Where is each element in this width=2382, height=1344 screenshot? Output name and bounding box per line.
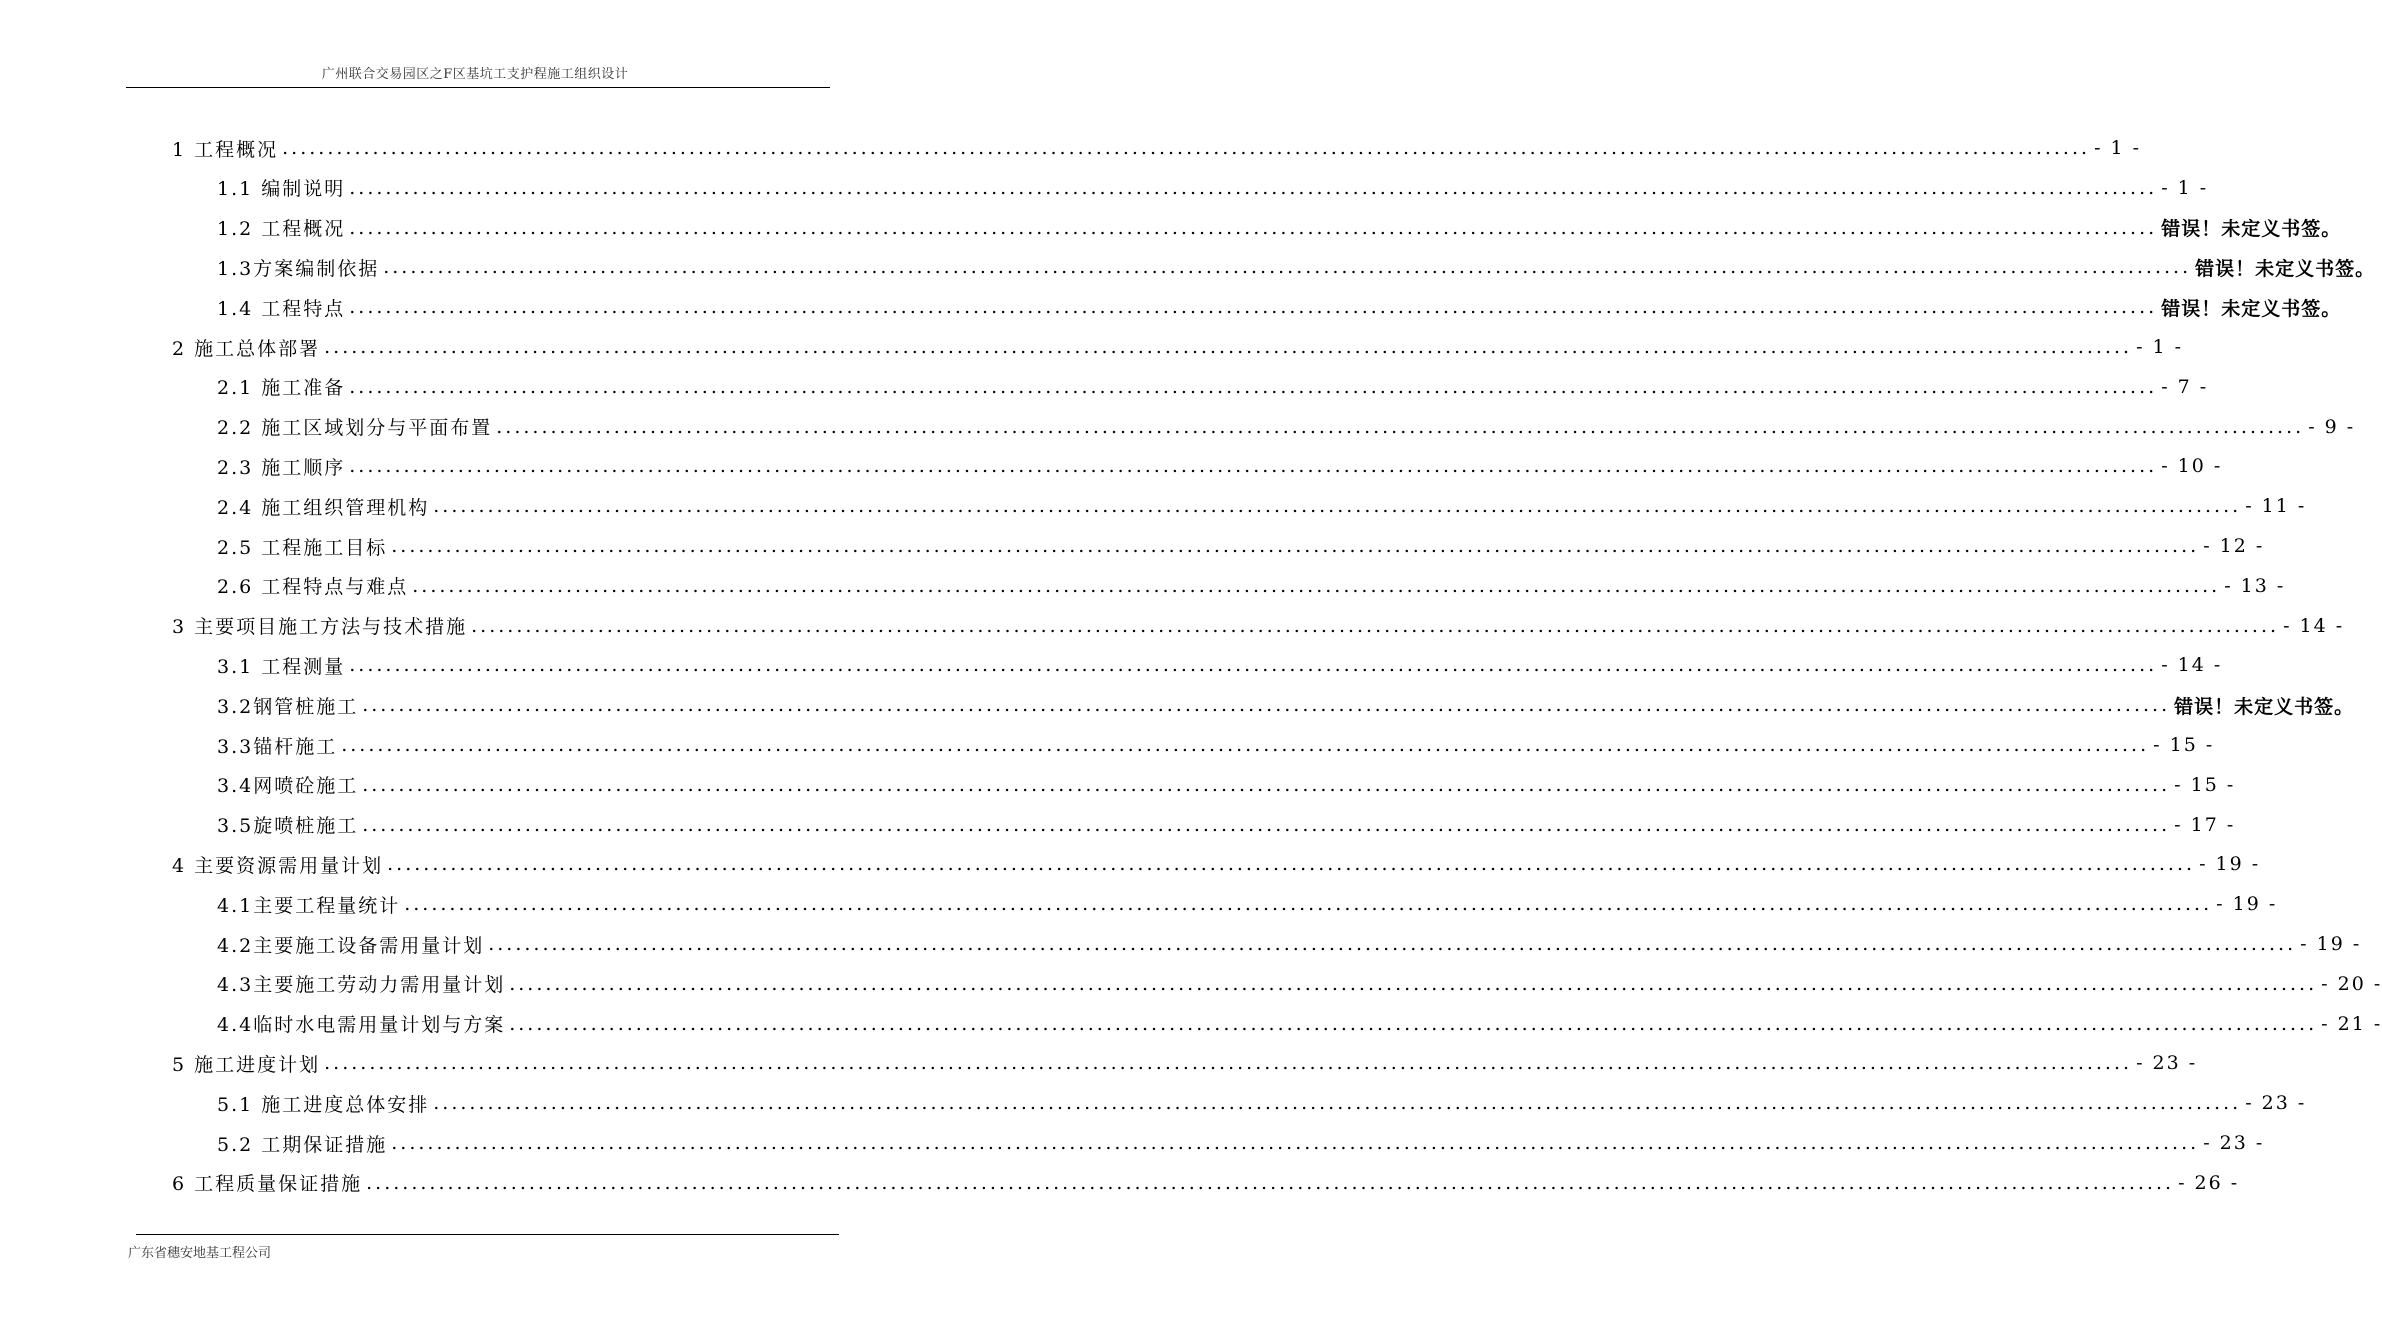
- toc-entry-label: 4.3主要施工劳动力需用量计划: [217, 974, 506, 997]
- toc-entry-page: - 1 -: [2136, 336, 2184, 358]
- toc-dot-leader: ........................................................................................................................................................................................................: [362, 813, 2171, 836]
- toc-dot-leader: ........................................................................................................................................................................................................: [349, 176, 2158, 199]
- toc-dot-leader: ........................................................................................................................................................................................................: [349, 455, 2158, 478]
- toc-entry-label: 3.3锚杆施工: [217, 735, 338, 758]
- toc-entry[interactable]: [217, 1083, 2307, 1123]
- toc-entry[interactable]: [217, 566, 2286, 606]
- toc-dot-leader: ........................................................................................................................................................................................................: [391, 1132, 2200, 1154]
- toc-dot-leader: ........................................................................................................................................................................................................: [349, 216, 2158, 239]
- toc-entry-label: 6 工程质量保证措施: [172, 1173, 363, 1196]
- toc-dot-leader: ........................................................................................................................................................................................................: [471, 614, 2280, 637]
- toc-entry[interactable]: [217, 685, 2355, 725]
- toc-dot-leader: ........................................................................................................................................................................................................: [366, 1171, 2175, 1194]
- toc-dot-leader: ........................................................................................................................................................................................................: [282, 137, 2091, 159]
- toc-dot-leader: ........................................................................................................................................................................................................: [509, 972, 2318, 995]
- toc-entry[interactable]: [217, 964, 2382, 1004]
- toc-entry-label: 5.1 施工进度总体安排: [217, 1093, 430, 1116]
- toc-entry[interactable]: [217, 446, 2223, 486]
- toc-entry[interactable]: [217, 805, 2236, 845]
- toc-entry-page: - 13 -: [2224, 574, 2286, 597]
- header-divider: [126, 87, 830, 88]
- toc-entry-page: - 17 -: [2174, 813, 2236, 836]
- toc-entry[interactable]: [217, 1004, 2382, 1044]
- toc-entry-label: 2.2 施工区域划分与平面布置: [217, 417, 493, 440]
- toc-dot-leader: ........................................................................................................................................................................................................: [509, 1012, 2318, 1035]
- toc-entry-label: 2.4 施工组织管理机构: [217, 496, 430, 519]
- toc-dot-leader: ........................................................................................................................................................................................................: [412, 574, 2221, 597]
- toc-entry-label: 1.2 工程概况: [217, 218, 346, 241]
- toc-dot-leader: ........................................................................................................................................................................................................: [349, 654, 2158, 677]
- toc-entry[interactable]: [217, 526, 2265, 566]
- toc-entry[interactable]: [172, 1163, 2240, 1203]
- toc-dot-leader: ........................................................................................................................................................................................................: [324, 1052, 2133, 1075]
- toc-entry-page: - 11 -: [2245, 495, 2307, 518]
- toc-entry-label: 1.3方案编制依据: [217, 257, 380, 280]
- toc-entry-page: - 23 -: [2203, 1132, 2265, 1154]
- toc-entry-label: 3.4网喷砼施工: [217, 775, 359, 798]
- toc-entry-label: 4.4临时水电需用量计划与方案: [217, 1014, 506, 1037]
- toc-entry-page: - 21 -: [2321, 1012, 2382, 1035]
- toc-entry[interactable]: [217, 725, 2215, 765]
- toc-entry-label: 2 施工总体部署: [172, 337, 321, 360]
- toc-entry-page: - 7 -: [2161, 375, 2209, 398]
- toc-entry-label: 1.4 工程特点: [217, 297, 346, 320]
- toc-entry-label: 3.1 工程测量: [217, 655, 346, 678]
- toc-entry[interactable]: [217, 884, 2278, 924]
- toc-dot-leader: ........................................................................................................................................................................................................: [496, 415, 2305, 438]
- toc-entry[interactable]: [172, 128, 2142, 168]
- toc-entry-error: 错误！未定义书签。: [2161, 218, 2342, 241]
- toc-entry-page: - 19 -: [2199, 853, 2261, 876]
- toc-dot-leader: ........................................................................................................................................................................................................: [433, 495, 2242, 518]
- toc-entry-label: 1.1 编制说明: [217, 178, 346, 201]
- toc-entry[interactable]: [217, 645, 2223, 685]
- toc-entry-label: 2.5 工程施工目标: [217, 536, 388, 559]
- toc-dot-leader: ........................................................................................................................................................................................................: [362, 773, 2171, 796]
- toc-dot-leader: ........................................................................................................................................................................................................: [349, 296, 2158, 319]
- toc-entry-error: 错误！未定义书签。: [2174, 695, 2355, 718]
- toc-dot-leader: ........................................................................................................................................................................................................: [404, 893, 2213, 916]
- company-name: 广东省穗安地基工程公司: [128, 1246, 272, 1261]
- toc-entry[interactable]: [172, 1043, 2198, 1083]
- footer-divider: [136, 1234, 839, 1235]
- toc-entry-label: 4.1主要工程量统计: [217, 894, 401, 917]
- toc-entry[interactable]: [172, 606, 2345, 646]
- toc-dot-leader: ........................................................................................................................................................................................................: [383, 256, 2192, 279]
- toc-entry[interactable]: [217, 168, 2209, 208]
- toc-entry[interactable]: [217, 208, 2342, 248]
- toc-dot-leader: ........................................................................................................................................................................................................: [433, 1092, 2242, 1115]
- toc-entry-error: 错误！未定义书签。: [2161, 297, 2342, 320]
- toc-entry[interactable]: [217, 486, 2307, 526]
- toc-entry[interactable]: [217, 407, 2356, 447]
- toc-entry[interactable]: [217, 924, 2362, 964]
- toc-entry-page: - 23 -: [2136, 1052, 2198, 1075]
- toc-entry-page: - 9 -: [2308, 415, 2356, 438]
- toc-dot-leader: ........................................................................................................................................................................................................: [362, 694, 2171, 717]
- toc-entry-label: 2.6 工程特点与难点: [217, 576, 409, 599]
- toc-entry-label: 1 工程概况: [172, 138, 279, 161]
- toc-entry-page: - 1 -: [2094, 137, 2142, 159]
- toc-entry-label: 3.5旋喷桩施工: [217, 815, 359, 838]
- toc-entry-page: - 14 -: [2283, 614, 2345, 637]
- toc-entry-page: - 12 -: [2203, 535, 2265, 557]
- toc-dot-leader: ........................................................................................................................................................................................................: [387, 853, 2196, 876]
- toc-entry-label: 5 施工进度计划: [172, 1053, 321, 1076]
- toc-dot-leader: ........................................................................................................................................................................................................: [341, 734, 2150, 756]
- toc-entry-label: 3 主要项目施工方法与技术措施: [172, 616, 468, 639]
- toc-entry-label: 4 主要资源需用量计划: [172, 854, 384, 877]
- toc-dot-leader: ........................................................................................................................................................................................................: [391, 535, 2200, 557]
- toc-entry-error: 错误！未定义书签。: [2195, 257, 2376, 280]
- document-title: 广州联合交易园区之F区基坑工支护程施工组织设计: [321, 67, 629, 82]
- toc-entry-label: 3.2钢管桩施工: [217, 695, 359, 718]
- toc-entry-page: - 19 -: [2216, 893, 2278, 916]
- toc-entry-page: - 23 -: [2245, 1092, 2307, 1115]
- toc-entry-label: 2.3 施工顺序: [217, 456, 346, 479]
- toc-entry-label: 4.2主要施工设备需用量计划: [217, 934, 485, 957]
- toc-entry[interactable]: [217, 367, 2209, 407]
- toc-entry-page: - 19 -: [2300, 933, 2362, 955]
- toc-entry[interactable]: [217, 247, 2376, 287]
- toc-entry-page: - 15 -: [2174, 773, 2236, 796]
- toc-dot-leader: ........................................................................................................................................................................................................: [324, 336, 2133, 358]
- toc-entry-page: - 14 -: [2161, 654, 2223, 677]
- toc-dot-leader: ........................................................................................................................................................................................................: [349, 375, 2158, 398]
- toc-entry-page: - 1 -: [2161, 176, 2209, 199]
- toc-entry[interactable]: [217, 765, 2236, 805]
- toc-entry[interactable]: [172, 844, 2261, 884]
- toc-entry[interactable]: [217, 287, 2342, 327]
- toc-dot-leader: ........................................................................................................................................................................................................: [488, 933, 2297, 955]
- toc-entry[interactable]: [172, 327, 2184, 367]
- toc-entry-label: 5.2 工期保证措施: [217, 1133, 388, 1156]
- toc-entry[interactable]: [217, 1123, 2265, 1163]
- toc-entry-label: 2.1 施工准备: [217, 377, 346, 400]
- toc-entry-page: - 15 -: [2153, 734, 2215, 756]
- toc-entry-page: - 26 -: [2178, 1171, 2240, 1194]
- toc-entry-page: - 10 -: [2161, 455, 2223, 478]
- toc-entry-page: - 20 -: [2321, 972, 2382, 995]
